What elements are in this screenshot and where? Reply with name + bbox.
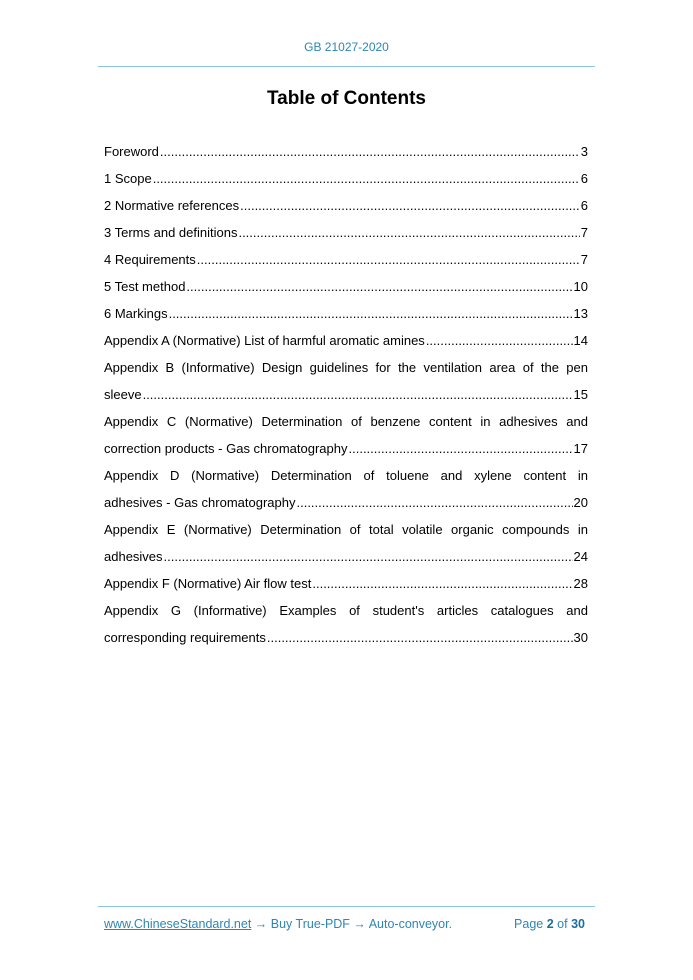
page-footer — [104, 917, 585, 931]
toc-leader-dots — [349, 435, 573, 462]
toc-entry-terms-definitions[interactable] — [104, 219, 588, 246]
toc-leader-dots — [238, 219, 579, 246]
toc-entry-appendix-e[interactable] — [104, 516, 588, 570]
toc-entry-page: 24 — [573, 549, 588, 564]
toc-entry-title-line2: sleeve — [104, 387, 142, 402]
toc-leader-dots — [296, 489, 572, 516]
toc-entry-title-line2: correction products - Gas chromatography — [104, 441, 348, 456]
toc-entry-foreword[interactable] — [104, 138, 588, 165]
toc-entry-page: 13 — [573, 306, 588, 321]
toc-entry-title: 2 Normative references — [104, 198, 240, 213]
toc-leader-dots — [240, 192, 580, 219]
toc-entry-page: 20 — [573, 495, 588, 510]
toc-entry-title-line1: Appendix C (Normative) Determination of benzene content in adhesives and — [104, 414, 588, 429]
toc-entry-title: Appendix F (Normative) Air flow test — [104, 576, 312, 591]
toc-leader-dots — [197, 246, 580, 273]
toc-entry-title-line1: Appendix B (Informative) Design guidelines for the ventilation area of the pen — [104, 360, 588, 375]
footer-promo-text: → Buy True-PDF → Auto-conveyor. — [251, 917, 453, 931]
toc-entry-page: 17 — [573, 441, 588, 456]
header-divider — [98, 66, 595, 67]
toc-entry-title-line1: Appendix G (Informative) Examples of student's articles catalogues and — [104, 603, 588, 618]
toc-leader-dots — [312, 570, 572, 597]
footer-promo — [104, 917, 452, 931]
toc-leader-dots — [164, 543, 573, 570]
toc-leader-dots — [169, 300, 573, 327]
toc-entry-appendix-b[interactable] — [104, 354, 588, 408]
toc-entry-page: 30 — [573, 630, 588, 645]
toc-leader-dots — [426, 327, 573, 354]
toc-entry-title: Appendix A (Normative) List of harmful aromatic amines — [104, 333, 425, 348]
toc-entry-page: 7 — [580, 252, 588, 267]
table-of-contents — [104, 138, 588, 651]
toc-entry-title: 3 Terms and definitions — [104, 225, 238, 240]
toc-entry-requirements[interactable] — [104, 246, 588, 273]
toc-entry-page: 6 — [580, 171, 588, 186]
toc-entry-title: 4 Requirements — [104, 252, 196, 267]
toc-entry-page: 14 — [573, 333, 588, 348]
toc-entry-test-method[interactable] — [104, 273, 588, 300]
toc-entry-scope[interactable] — [104, 165, 588, 192]
toc-entry-appendix-a[interactable] — [104, 327, 588, 354]
toc-entry-title: 5 Test method — [104, 279, 186, 294]
total-pages-number: 30 — [571, 917, 585, 931]
toc-leader-dots — [186, 273, 572, 300]
toc-entry-normative-references[interactable] — [104, 192, 588, 219]
toc-entry-title: 6 Markings — [104, 306, 168, 321]
toc-entry-title-line1: Appendix E (Normative) Determination of total volatile organic compounds in — [104, 522, 588, 537]
toc-entry-appendix-g[interactable] — [104, 597, 588, 651]
toc-entry-title-line2: adhesives - Gas chromatography — [104, 495, 296, 510]
toc-leader-dots — [160, 138, 580, 165]
page-label: Page — [514, 917, 544, 931]
toc-entry-page: 7 — [580, 225, 588, 240]
toc-entry-page: 3 — [580, 144, 588, 159]
website-link[interactable]: www.ChineseStandard.net — [104, 917, 252, 931]
toc-entry-title: Foreword — [104, 144, 159, 159]
page-of-label: of — [557, 917, 568, 931]
toc-entry-title-line2: adhesives — [104, 549, 163, 564]
current-page-number: 2 — [546, 917, 554, 931]
toc-entry-page: 15 — [573, 387, 588, 402]
page-indicator — [514, 917, 585, 931]
toc-entry-page: 28 — [573, 576, 588, 591]
document-code-header: GB 21027-2020 — [304, 40, 389, 54]
toc-entry-appendix-f[interactable] — [104, 570, 588, 597]
footer-divider — [98, 906, 595, 907]
toc-entry-appendix-d[interactable] — [104, 462, 588, 516]
toc-leader-dots — [153, 165, 580, 192]
toc-entry-title-line2: corresponding requirements — [104, 630, 266, 645]
toc-entry-markings[interactable] — [104, 300, 588, 327]
toc-entry-appendix-c[interactable] — [104, 408, 588, 462]
toc-leader-dots — [143, 381, 573, 408]
page-title: Table of Contents — [266, 88, 427, 109]
toc-leader-dots — [267, 624, 573, 651]
toc-entry-page: 10 — [573, 279, 588, 294]
toc-entry-title-line1: Appendix D (Normative) Determination of toluene and xylene content in — [104, 468, 588, 483]
toc-entry-page: 6 — [580, 198, 588, 213]
toc-entry-title: 1 Scope — [104, 171, 152, 186]
